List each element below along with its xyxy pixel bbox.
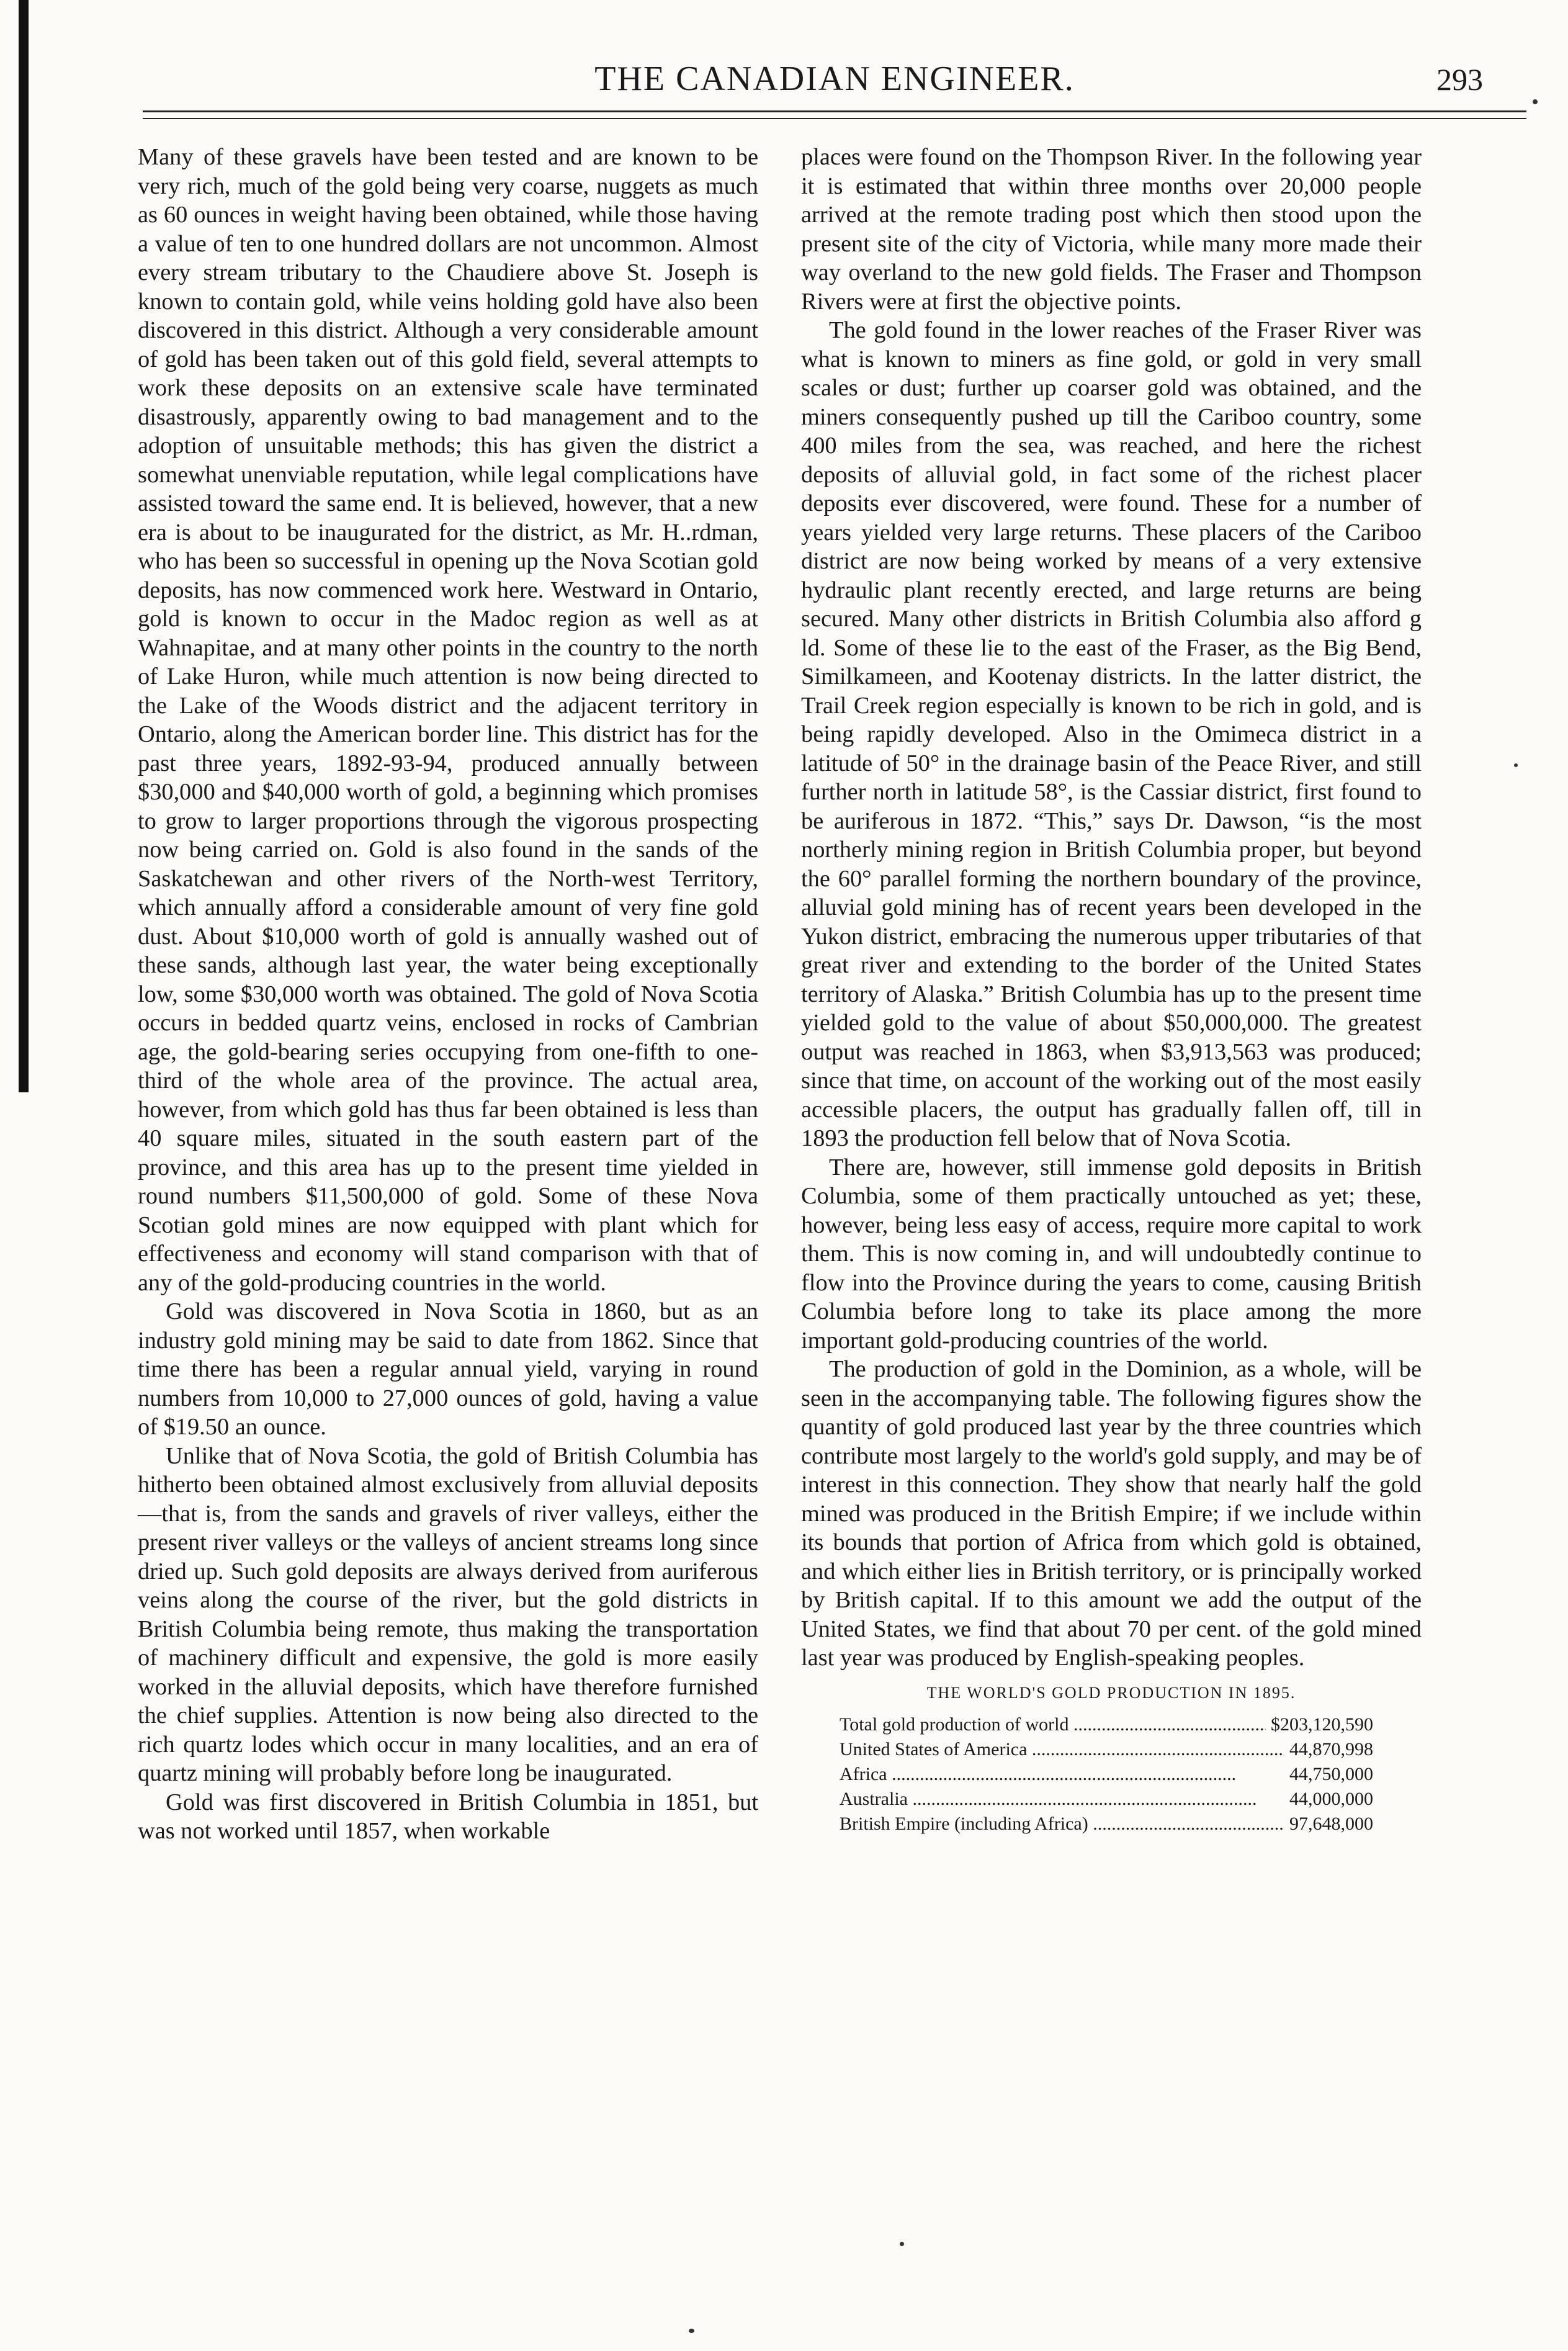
scan-speck (900, 2242, 904, 2246)
paragraph: Unlike that of Nova Scotia, the gold of British Columbia has hitherto been obtained almost exclusively from alluvial deposits—that is, from the sands and gravels of river valleys, either the present river valleys or the valleys of ancient streams long since dried up. Such gold deposits are always derived from auriferous veins along the course of the river, but the gold districts in British Columbia being remote, thus making the transportation of machinery difficult and expensive, the gold is more easily worked in the alluvial deposits, which have therefore furnished the chief supplies. Attention is now being also directed to the rich quartz lodes which occur in many localities, and an era of quartz mining will probably before long be inaugurated. (138, 1442, 758, 1786)
row-value: 44,870,998 (1289, 1739, 1373, 1760)
paragraph: places were found on the Thompson River. In the following year it is estimated that within three months over 20,000 people arrived at the remote trading post which then stood upon the present site of the city of Victoria, while many more made their way overland to the new gold fields. The Fraser and Thompson Rivers were at first the objective points. (801, 144, 1422, 315)
row-label: Total gold production of world ..... (840, 1712, 1266, 1737)
page-number: 293 (1436, 62, 1483, 97)
paragraph: Gold was first discovered in British Columbia in 1851, but was not worked until 1857, when workable (138, 1789, 758, 1844)
row-value: 44,750,000 (1289, 1764, 1373, 1784)
row-label: United States of America ..... (840, 1737, 1284, 1762)
paragraph: Gold was discovered in Nova Scotia in 1860, but as an industry gold mining may be said to date from 1862. Since that time there has been a regular annual yield, varying in round numbers from 10,000 to 27,000 ounces of gold, having a value of $19.50 an ounce. (138, 1298, 758, 1440)
gold-production-table (840, 1712, 1373, 1836)
row-value: $203,120,590 (1271, 1714, 1373, 1735)
left-column (138, 143, 758, 1846)
scan-speck (689, 2329, 694, 2333)
header-rule-top (143, 110, 1526, 112)
row-value: 97,648,000 (1289, 1814, 1373, 1834)
table-row (840, 1762, 1373, 1787)
paragraph: The production of gold in the Dominion, as a whole, will be seen in the accompanying table. The following figures show the quantity of gold produced last year by the three countries which contribute most largely to the world's gold supply, and may be of interest in this connection. They show that nearly half the gold mined was produced in the British Empire; if we include within its bounds that portion of Africa from which gold is obtained, and which either lies in British territory, or is principally worked by British capital. If to this amount we add the output of the United States, we find that about 70 per cent. of the gold mined last year was produced by English-speaking peoples. (801, 1356, 1422, 1671)
table-row (840, 1787, 1373, 1812)
page-header (143, 59, 1526, 109)
running-head: THE CANADIAN ENGINEER. (594, 60, 1075, 98)
header-rule-bottom (143, 118, 1526, 119)
table-title: THE WORLD'S GOLD PRODUCTION IN 1895. (926, 1683, 1296, 1702)
table-row (840, 1712, 1373, 1737)
right-column (801, 143, 1422, 1836)
binding-edge (19, 0, 29, 1092)
row-value: 44,000,000 (1289, 1789, 1373, 1809)
row-label: British Empire (including Africa) ..... (840, 1812, 1284, 1836)
table-row (840, 1737, 1373, 1762)
paragraph: The gold found in the lower reaches of the Fraser River was what is known to miners as fine gold, or gold in very small scales or dust; further up coarser gold was obtained, and the miners consequently pushed up till the Cariboo country, some 400 miles from the sea, was reached, and here the richest deposits of alluvial gold, in fact some of the richest placer deposits ever discovered, were found. These for a number of years yielded very large returns. These placers of the Cariboo district are now being worked by means of a very extensive hydraulic plant recently erected, and large returns are being secured. Many other districts in British Columbia also afford g ld. Some of these lie to the east of the Fraser, as the Big Bend, Similkameen, and Kootenay districts. In the latter district, the Trail Creek region especially is known to be rich in gold, and is being rapidly developed. Also in the Omimeca district in a latitude of 50° in the drainage basin of the Peace River, and still further north in latitude 58°, is the Cassiar district, first found to be auriferous in 1872. “This,” says Dr. Dawson, “is the most northerly mining region in British Columbia proper, but beyond the 60° parallel forming the northern boundary of the province, alluvial gold mining has of recent years been developed in the Yukon district, embracing the numerous upper tributaries of that great river and extending to the border of the United States territory of Alaska.” British Columbia has up to the present time yielded gold to the value of about $50,000,000. The greatest output was reached in 1863, when $3,913,563 was produced; since that time, on account of the working out of the most easily accessible placers, the output has gradually fallen off, till in 1893 the production fell below that of Nova Scotia. (801, 317, 1422, 1151)
paragraph: There are, however, still immense gold deposits in British Columbia, some of them practically untouched as yet; these, however, being less easy of access, require more capital to work them. This is now coming in, and will undoubtedly continue to flow into the Province during the years to come, causing British Columbia before long to take its place among the more important gold-producing countries of the world. (801, 1154, 1422, 1354)
paragraph: Many of these gravels have been tested and are known to be very rich, much of the gold being very coarse, nuggets as much as 60 ounces in weight having been obtained, while those having a value of ten to one hundred dollars are not uncommon. Almost every stream tributary to the Chaudiere above St. Joseph is known to contain gold, while veins holding gold have also been discovered in this district. Although a very considerable amount of gold has been taken out of this gold field, several attempts to work these deposits on an extensive scale have terminated disastrously, apparently owing to bad management and to the adoption of unsuitable methods; this has given the district a somewhat unenviable reputation, while legal complications have assisted toward the same end. It is believed, however, that a new era is about to be inaugurated for the district, as Mr. H..rdman, who has been so successful in opening up the Nova Scotian gold deposits, has now commenced work here. Westward in Ontario, gold is known to occur in the Madoc region as well as at Wahnapitae, and at many other points in the country to the north of Lake Huron, while much attention is now being directed to the Lake of the Woods district and the adjacent territory in Ontario, along the American border line. This district has for the past three years, 1892-93-94, produced annually between $30,000 and $40,000 worth of gold, a beginning which promises to grow to larger proportions through the vigorous prospecting now being carried on. Gold is also found in the sands of the Saskatchewan and other rivers of the North-west Territory, which annually afford a considerable amount of very fine gold dust. About $10,000 worth of gold is annually washed out of these sands, although last year, the water being exceptionally low, some $30,000 worth was obtained. The gold of Nova Scotia occurs in bedded quartz veins, enclosed in rocks of Cambrian age, the gold-bearing series occupying from one-fifth to one-third of the whole area of the province. The actual area, however, from which gold has thus far been obtained is less than 40 square miles, situated in the south eastern part of the province, and this area has up to the present time yielded in round numbers $11,500,000 of gold. Some of these Nova Scotian gold mines are now equipped with plant which for effectiveness and economy will stand comparison with that of any of the gold-producing countries in the world. (138, 144, 758, 1296)
scan-speck (1514, 763, 1518, 767)
row-label: Africa ..... (840, 1762, 1236, 1787)
table-row (840, 1812, 1373, 1836)
scan-speck (1533, 99, 1538, 104)
row-label: Australia ..... (840, 1787, 1257, 1812)
